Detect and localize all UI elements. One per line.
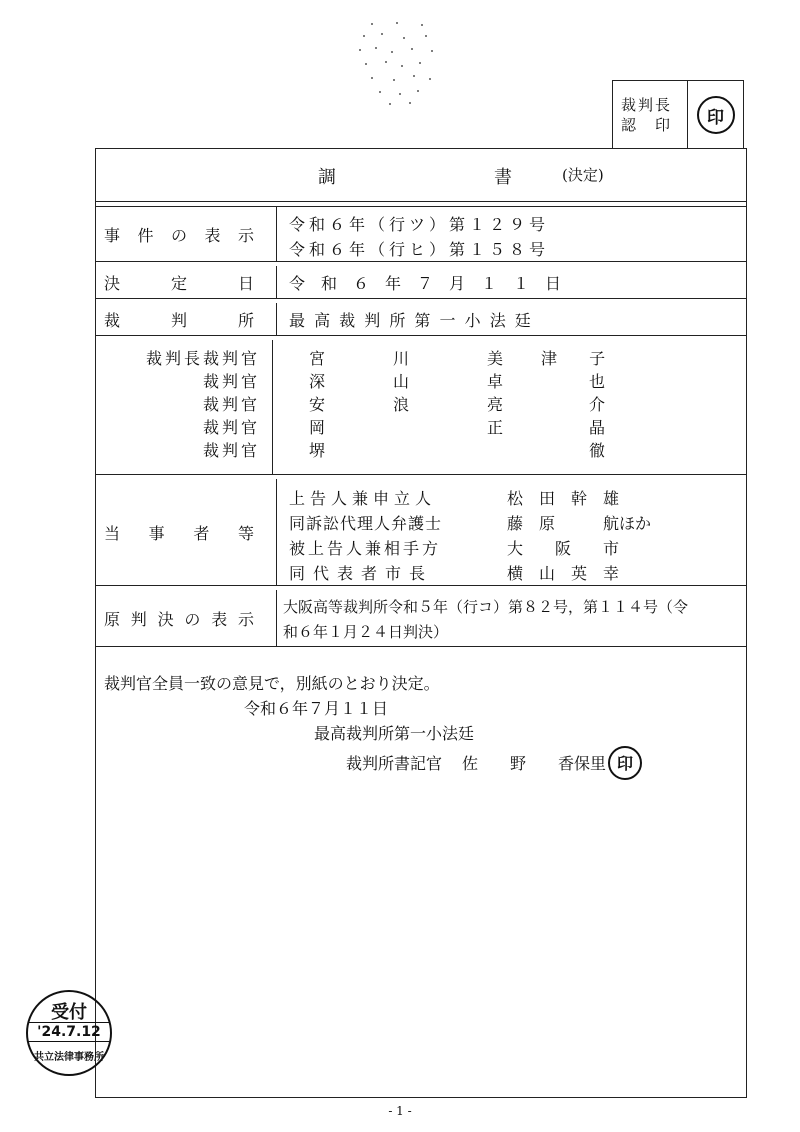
page-number: - 1 - <box>388 1104 412 1118</box>
party-name: 藤 原 航ほか <box>507 514 652 533</box>
label-char: 示 <box>237 609 254 629</box>
clerk-seal-icon: 印 <box>608 746 642 780</box>
judge-title: 裁判官 <box>202 395 260 414</box>
case-row <box>96 207 746 262</box>
title-part2: 書 <box>494 167 512 188</box>
court-label <box>96 303 277 335</box>
receipt-stamp <box>26 990 112 1076</box>
name-char: 津 <box>541 349 558 368</box>
court-value <box>277 303 746 335</box>
name-char: 也 <box>589 372 606 391</box>
judge-approval-box <box>612 80 744 149</box>
name-char: 介 <box>589 395 606 414</box>
party-role: 被上告人兼相手方 <box>289 539 442 558</box>
name-char: 山 <box>393 372 410 391</box>
label-char: 当 <box>104 523 121 543</box>
approval-seal-icon: 印 <box>697 96 735 134</box>
label-char: 示 <box>237 225 254 245</box>
label-char: 決 <box>157 609 174 629</box>
label-char: 裁 <box>104 310 121 330</box>
name-char: 宮 <box>309 349 326 368</box>
label-char: の <box>184 609 201 629</box>
title-part1: 調 <box>318 167 336 188</box>
label-char: 者 <box>193 523 210 543</box>
decision-date-label <box>96 266 277 298</box>
title-part3: (決定) <box>562 166 604 184</box>
judge-title: 裁判長裁判官 <box>145 349 260 368</box>
parties-row <box>96 479 746 586</box>
name-char: 晶 <box>589 418 606 437</box>
party-line <box>289 485 746 510</box>
name-char: 卓 <box>487 372 504 391</box>
original-judgment-label <box>96 590 277 646</box>
name-char: 子 <box>589 349 606 368</box>
party-line <box>289 560 746 585</box>
judge-name <box>285 438 746 461</box>
decision-date-text: 令 和 ６ 年 ７ 月 １ １ 日 <box>289 273 562 293</box>
label-char: 所 <box>237 310 254 330</box>
label-char: 定 <box>170 273 187 293</box>
clerk-line <box>346 746 682 780</box>
judge-name <box>285 392 746 415</box>
hole-punch-dots <box>352 18 442 108</box>
decision-date-row <box>96 266 746 299</box>
name-char: 正 <box>487 418 504 437</box>
original-judgment-line1: 大阪高等裁判所令和５年（行コ）第８２号，第１１４号（令 <box>283 598 689 616</box>
party-role: 同代表者市長 <box>289 564 434 583</box>
decision-footer-court: 最高裁判所第一小法廷 <box>314 724 475 743</box>
label-char: 表 <box>204 225 221 245</box>
decision-statement: 裁判官全員一致の意見で，別紙のとおり決定。 <box>104 674 440 693</box>
name-char: 徹 <box>589 441 606 460</box>
party-line <box>289 535 746 560</box>
case-number-2: 令和６年（行ヒ）第１５８号 <box>289 240 550 259</box>
court-text: 最 高 裁 判 所 第 一 小 法 廷 <box>289 310 533 330</box>
party-name: 横 山 英 幸 <box>507 564 620 583</box>
name-char: 深 <box>309 372 326 391</box>
case-value <box>277 207 746 261</box>
label-char: の <box>170 225 187 245</box>
decision-footer <box>104 671 634 780</box>
decision-date-value <box>277 266 746 298</box>
name-char: 美 <box>487 349 504 368</box>
case-label <box>96 207 277 261</box>
judges-titles <box>96 340 273 474</box>
name-char: 堺 <box>309 441 326 460</box>
judge-title: 裁判官 <box>202 441 260 460</box>
party-name: 松 田 幹 雄 <box>507 489 620 508</box>
judge-title: 裁判官 <box>202 418 260 437</box>
judge-name <box>285 415 746 438</box>
original-judgment-line2: 和６年１月２４日判決） <box>283 623 449 641</box>
name-char: 浪 <box>393 395 410 414</box>
document-frame <box>95 148 747 1098</box>
name-char: 安 <box>309 395 326 414</box>
parties-value <box>277 479 746 585</box>
original-judgment-row <box>96 590 746 647</box>
case-number-1: 令和６年（行ツ）第１２９号 <box>289 215 550 234</box>
party-role: 上告人兼申立人 <box>289 489 437 508</box>
judges-names <box>273 340 746 474</box>
label-char: 等 <box>237 523 254 543</box>
court-row <box>96 303 746 336</box>
label-char: 判 <box>170 310 187 330</box>
judge-name <box>285 369 746 392</box>
judge-title: 裁判官 <box>202 372 260 391</box>
document-title <box>96 149 746 202</box>
label-char: 判 <box>130 609 147 629</box>
label-char: 表 <box>211 609 228 629</box>
label-char: 原 <box>104 609 121 629</box>
label-char: 件 <box>137 225 154 245</box>
name-char: 川 <box>393 349 410 368</box>
name-char: 亮 <box>487 395 504 414</box>
label-char: 日 <box>237 273 254 293</box>
approval-label-line1: 裁判長 <box>621 96 673 114</box>
receipt-stamp-top: 受付 <box>51 1002 87 1023</box>
receipt-stamp-date: '24.7.12 <box>28 1022 110 1042</box>
clerk-title: 裁判所書記官 <box>346 753 443 773</box>
party-role: 同訴訟代理人弁護士 <box>289 514 443 533</box>
decision-footer-date: 令和６年７月１１日 <box>244 699 389 718</box>
approval-label <box>613 81 688 149</box>
record-table <box>96 206 746 651</box>
name-char: 岡 <box>309 418 326 437</box>
party-line <box>289 510 746 535</box>
label-char: 事 <box>104 225 121 245</box>
original-judgment-value <box>277 590 746 646</box>
judge-name <box>285 346 746 369</box>
clerk-name: 佐 野 香保里 <box>462 753 607 773</box>
label-char: 事 <box>148 523 165 543</box>
approval-label-line2: 認 印 <box>621 116 673 134</box>
approval-seal-cell <box>688 81 743 149</box>
receipt-stamp-firm: 共立法律事務所 <box>34 1052 104 1063</box>
judges-row <box>96 340 746 475</box>
label-char: 決 <box>104 273 121 293</box>
parties-label <box>96 479 277 585</box>
party-name: 大 阪 市 <box>507 539 620 558</box>
